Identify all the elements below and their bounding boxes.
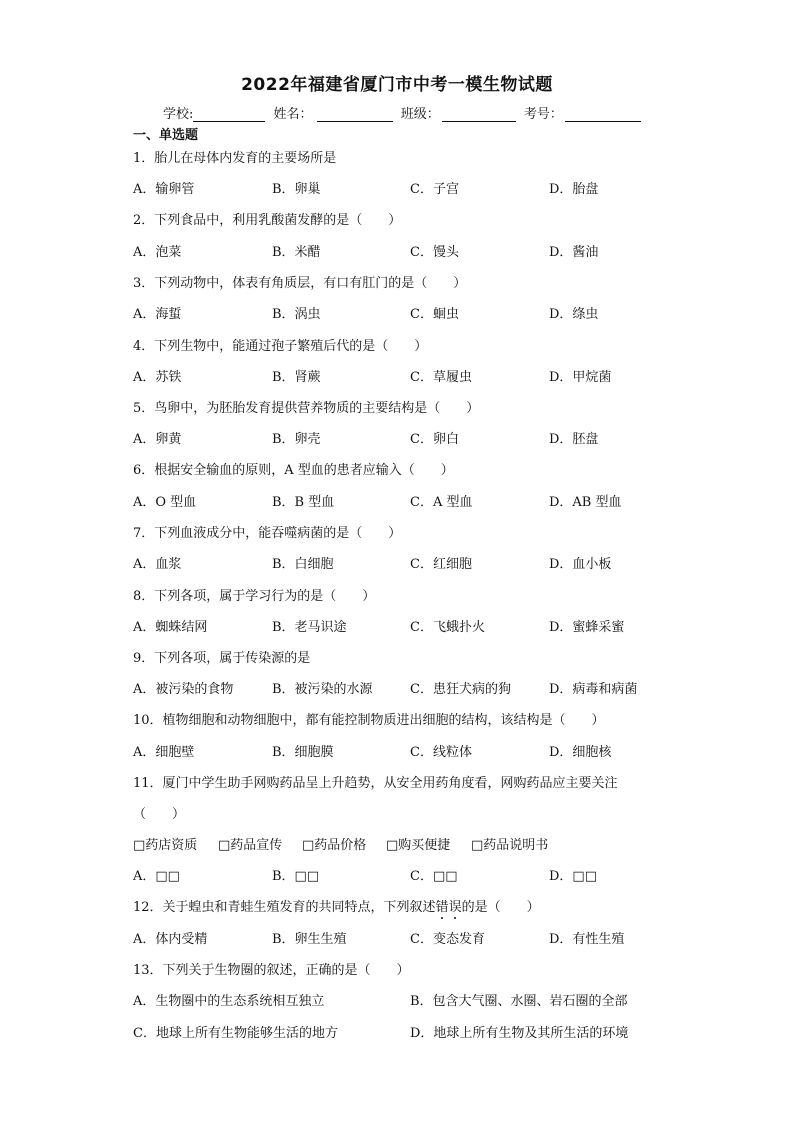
class-blank[interactable] [442, 107, 516, 122]
stem-before: 12．关于蝗虫和青蛙生殖发育的共同特点，下列叙述 [133, 900, 436, 915]
option-b[interactable]: B．卵生生殖 [272, 932, 347, 947]
question-stem: 2．下列食品中，利用乳酸菌发酵的是（ ） [133, 213, 402, 228]
option-c[interactable]: C．蛔虫 [410, 307, 459, 322]
option-d[interactable]: D．绦虫 [549, 307, 599, 322]
section-title: 一、单选题 [133, 128, 199, 143]
question-stem: 5．鸟卵中，为胚胎发育提供营养物质的主要结构是（ ） [133, 401, 480, 416]
option-d[interactable]: D．AB 型血 [549, 495, 622, 510]
option-a[interactable]: A．海蜇 [133, 307, 182, 322]
question-stem: 9．下列各项，属于传染源的是 [133, 651, 311, 666]
option-d[interactable]: D．□□ [549, 869, 597, 884]
q11-item-3: □药品价格 [302, 838, 367, 853]
option-a[interactable]: A．被污染的食物 [133, 682, 234, 697]
option-b[interactable]: B．□□ [272, 869, 320, 884]
option-a[interactable]: A．输卵管 [133, 182, 195, 197]
question-stem: 13．下列关于生物圈的叙述，正确的是（ ） [133, 963, 410, 978]
option-c[interactable]: C．线粒体 [410, 745, 472, 760]
exam-title: 2022年福建省厦门市中考一模生物试题 [241, 75, 553, 95]
option-a[interactable]: A．卵黄 [133, 432, 182, 447]
q11-item-4: □购买便捷 [386, 838, 451, 853]
option-d[interactable]: D．血小板 [549, 557, 612, 572]
option-a[interactable]: A．泡菜 [133, 245, 182, 260]
question-stem [133, 899, 540, 917]
option-c[interactable]: C．□□ [410, 869, 458, 884]
option-a[interactable]: A．体内受精 [133, 932, 208, 947]
option-d[interactable]: D．病毒和病菌 [549, 682, 638, 697]
option-d[interactable]: D．蜜蜂采蜜 [549, 620, 625, 635]
option-b[interactable]: B．卵壳 [272, 432, 321, 447]
option-c[interactable]: C．患狂犬病的狗 [410, 682, 511, 697]
option-a[interactable]: A．苏铁 [133, 370, 182, 385]
option-a[interactable]: A．蜘蛛结网 [133, 620, 208, 635]
option-c[interactable]: C．红细胞 [410, 557, 472, 572]
option-d[interactable]: D．酱油 [549, 245, 599, 260]
option-c[interactable]: C．A 型血 [410, 495, 473, 510]
class-label: 班级： [400, 107, 440, 122]
option-a[interactable]: A．血浆 [133, 557, 182, 572]
option-d[interactable]: D．地球上所有生物及其所生活的环境 [410, 1026, 629, 1041]
q11-item-5: □药品说明书 [471, 838, 549, 853]
option-b[interactable]: B．B 型血 [272, 495, 335, 510]
question-stem: 4．下列生物中，能通过孢子繁殖后代的是（ ） [133, 339, 428, 354]
option-a[interactable]: A．生物圈中的生态系统相互独立 [133, 994, 325, 1009]
emphasis-char: 误 [448, 900, 462, 915]
q11-item-2: □药品宣传 [218, 838, 283, 853]
option-c[interactable]: C．地球上所有生物能够生活的地方 [133, 1026, 338, 1041]
option-d[interactable]: D．胚盘 [549, 432, 599, 447]
option-c[interactable]: C．馒头 [410, 245, 459, 260]
question-stem: 6．根据安全输血的原则，A 型血的患者应输入（ ） [133, 463, 454, 478]
q11-item-1: □药店资质 [133, 838, 198, 853]
option-a[interactable]: A．O 型血 [133, 495, 197, 510]
name-blank[interactable] [317, 107, 393, 122]
option-a[interactable]: A．□□ [133, 869, 180, 884]
exam-no-label: 考号： [523, 107, 563, 122]
question-stem: 11．厦门中学生助手网购药品呈上升趋势，从安全用药角度看，网购药品应主要关注 [133, 776, 618, 791]
option-b[interactable]: B．卵巢 [272, 182, 321, 197]
question-stem: 3．下列动物中，体表有角质层，有口有肛门的是（ ） [133, 276, 467, 291]
option-d[interactable]: D．有性生殖 [549, 932, 625, 947]
emphasis-char: 错 [435, 900, 449, 915]
option-c[interactable]: C．卵白 [410, 432, 459, 447]
option-a[interactable]: A．细胞壁 [133, 745, 195, 760]
question-stem: 8．下列各项，属于学习行为的是（ ） [133, 589, 376, 604]
option-b[interactable]: B．肾蕨 [272, 370, 321, 385]
option-b[interactable]: B．被污染的水源 [272, 682, 373, 697]
question-stem: 1．胎儿在母体内发育的主要场所是 [133, 151, 337, 166]
school-label: 学校: [163, 107, 194, 122]
name-label: 姓名： [273, 107, 313, 122]
option-c[interactable]: C．草履虫 [410, 370, 472, 385]
option-b[interactable]: B．包含大气圈、水圈、岩石圈的全部 [410, 994, 628, 1009]
question-stem: 10．植物细胞和动物细胞中，都有能控制物质进出细胞的结构，该结构是（ ） [133, 713, 605, 728]
question-stem-continued: （ ） [133, 807, 186, 822]
option-b[interactable]: B．涡虫 [272, 307, 321, 322]
option-c[interactable]: C．变态发育 [410, 932, 485, 947]
question-stem: 7．下列血液成分中，能吞噬病菌的是（ ） [133, 526, 402, 541]
school-blank[interactable] [193, 107, 265, 122]
exam-no-blank[interactable] [565, 107, 641, 122]
option-d[interactable]: D．甲烷菌 [549, 370, 612, 385]
option-b[interactable]: B．米醋 [272, 245, 321, 260]
stem-after: 的是（ ） [461, 900, 540, 915]
student-info-row [163, 103, 645, 122]
option-b[interactable]: B．细胞膜 [272, 745, 334, 760]
option-b[interactable]: B．白细胞 [272, 557, 334, 572]
option-c[interactable]: C．飞蛾扑火 [410, 620, 485, 635]
option-d[interactable]: D．胎盘 [549, 182, 599, 197]
option-b[interactable]: B．老马识途 [272, 620, 347, 635]
option-c[interactable]: C．子宫 [410, 182, 459, 197]
option-d[interactable]: D．细胞核 [549, 745, 612, 760]
